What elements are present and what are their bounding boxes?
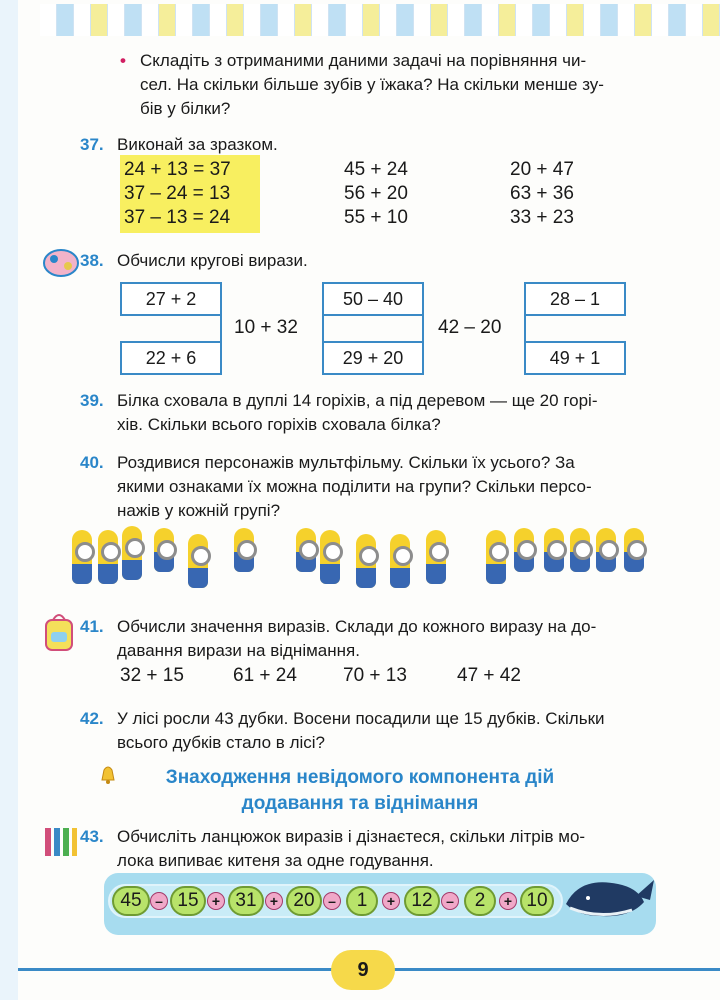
chain-operator: – <box>150 892 168 910</box>
circle-expr-box: 27 + 2 <box>120 282 222 316</box>
task37-expr: 20 + 47 <box>510 159 574 180</box>
minion-figure <box>234 528 254 572</box>
task-40-number: 40. <box>80 453 104 472</box>
chain-operator: – <box>441 892 459 910</box>
minion-figure <box>514 528 534 572</box>
circle-expr-box: 28 – 1 <box>524 282 626 316</box>
chain-number: 1 <box>346 886 378 916</box>
task-41-line-2: давання вирази на віднімання. <box>117 641 360 660</box>
section-title-line-1: Знаходження невідомого компонента дій <box>165 767 555 788</box>
fish-icon <box>40 244 82 282</box>
minion-figure <box>570 528 590 572</box>
left-margin-strip <box>0 0 18 1000</box>
chain-number: 31 <box>228 886 264 916</box>
pencils-icon <box>42 824 78 860</box>
task37-expr: 56 + 20 <box>344 183 408 204</box>
task37-expr: 55 + 10 <box>344 207 408 228</box>
minion-figure <box>544 528 564 572</box>
circle-expr-box: 49 + 1 <box>524 341 626 375</box>
circle-middle-expr: 10 + 32 <box>234 317 298 338</box>
minion-figure <box>426 530 446 584</box>
bullet-line-2: сел. На скільки більше зубів у їжака? На скільки менше зу- <box>140 75 604 94</box>
minion-figure <box>624 528 644 572</box>
task-38-instruction: Обчисли кругові вирази. <box>117 251 308 270</box>
bullet-line-3: бів у білки? <box>140 99 231 118</box>
minion-figure <box>320 530 340 584</box>
task-41-line-1: Обчисли значення виразів. Склади до кожного виразу на до- <box>117 617 597 636</box>
chain-operator: + <box>265 892 283 910</box>
task-37-number: 37. <box>80 135 104 154</box>
task-42-number: 42. <box>80 709 104 728</box>
task41-expr: 32 + 15 <box>120 665 184 686</box>
task-43-line-2: лока випиває китеня за одне годування. <box>117 851 434 870</box>
task-37-instruction: Виконай за зразком. <box>117 135 278 154</box>
task-40-line-2: якими ознаками їх можна поділити на групи? Скільки персо- <box>117 477 592 496</box>
sample-expr-2: 37 – 24 = 13 <box>124 183 231 204</box>
chain-operator: – <box>323 892 341 910</box>
whale-icon <box>560 866 656 928</box>
sample-expr-1: 24 + 13 = 37 <box>124 159 231 180</box>
top-decorative-strip <box>40 4 720 36</box>
minion-figure <box>122 526 142 580</box>
bullet-icon: • <box>120 51 126 70</box>
task-38-number: 38. <box>80 251 104 270</box>
minion-figure <box>188 534 208 588</box>
chain-number: 10 <box>520 886 554 916</box>
task-39-number: 39. <box>80 391 104 410</box>
task-39-line-2: хів. Скільки всього горіхів сховала білка? <box>117 415 441 434</box>
backpack-icon <box>42 610 76 654</box>
minion-figure <box>154 528 174 572</box>
task-40-line-3: нажів у кожній групі? <box>117 501 281 520</box>
minion-figure <box>356 534 376 588</box>
minion-figure <box>390 534 410 588</box>
minion-figure <box>72 530 92 584</box>
minion-figure <box>486 530 506 584</box>
chain-number: 45 <box>112 886 150 916</box>
circle-expr-box: 50 – 40 <box>322 282 424 316</box>
task41-expr: 47 + 42 <box>457 665 521 686</box>
task37-expr: 45 + 24 <box>344 159 408 180</box>
task-42-line-2: всього дубків стало в лісі? <box>117 733 325 752</box>
page-number: 9 <box>331 950 395 990</box>
task37-expr: 63 + 36 <box>510 183 574 204</box>
minion-figure <box>98 530 118 584</box>
bullet-line-1: Складіть з отриманими даними задачі на порівняння чи- <box>140 51 587 70</box>
task-43-number: 43. <box>80 827 104 846</box>
task-43-line-1: Обчисліть ланцюжок виразів і дізнаєтеся, скільки літрів мо- <box>117 827 586 846</box>
chain-operator: + <box>382 892 400 910</box>
chain-number: 15 <box>170 886 206 916</box>
chain-operator: + <box>207 892 225 910</box>
chain-number: 12 <box>404 886 440 916</box>
chain-number: 20 <box>286 886 322 916</box>
task-40-line-1: Роздивися персонажів мультфільму. Скільки їх усього? За <box>117 453 575 472</box>
chain-number: 2 <box>464 886 496 916</box>
circle-expr-box: 29 + 20 <box>322 341 424 375</box>
task41-expr: 70 + 13 <box>343 665 407 686</box>
task-41-number: 41. <box>80 617 104 636</box>
circle-expr-box: 22 + 6 <box>120 341 222 375</box>
task41-expr: 61 + 24 <box>233 665 297 686</box>
circle-middle-expr: 42 – 20 <box>438 317 502 338</box>
chain-operator: + <box>499 892 517 910</box>
minion-figure <box>596 528 616 572</box>
section-title-line-2: додавання та віднімання <box>241 793 479 814</box>
sample-expr-3: 37 – 13 = 24 <box>124 207 231 228</box>
task-39-line-1: Білка сховала в дуплі 14 горіхів, а під деревом — ще 20 горі- <box>117 391 598 410</box>
minion-figure <box>296 528 316 572</box>
task37-expr: 33 + 23 <box>510 207 574 228</box>
task-42-line-1: У лісі росли 43 дубки. Восени посадили ще 15 дубків. Скільки <box>117 709 605 728</box>
